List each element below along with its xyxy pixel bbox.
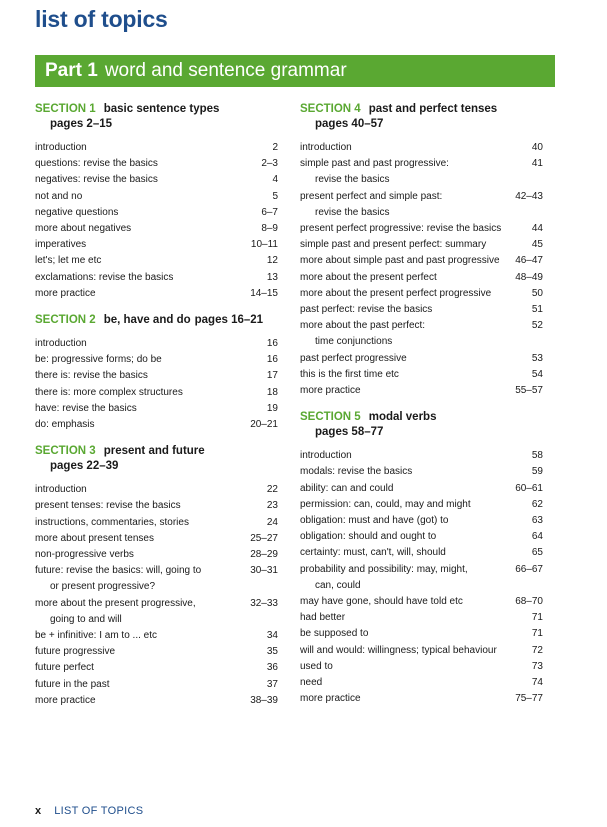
topic-row [300, 481, 543, 497]
topic-row [35, 644, 278, 660]
left-column [35, 102, 278, 709]
topic-label: be + infinitive: I am to ... etc [35, 630, 158, 642]
topic-label: past perfect: revise the basics [300, 304, 433, 316]
topic-label: modals: revise the basics [300, 466, 413, 478]
topic-label: more about the present perfect progressive [300, 287, 492, 299]
topic-page: 6–7 [261, 206, 278, 218]
topic-page: 48–49 [515, 271, 543, 283]
topic-label: more about negatives [35, 223, 132, 235]
topic-row [300, 675, 543, 691]
topic-page: 35 [266, 646, 278, 658]
topic-label: introduction [300, 450, 352, 462]
topic-row [300, 253, 543, 269]
topic-row [300, 189, 543, 205]
section-heading [35, 444, 278, 474]
section-gap [35, 132, 278, 140]
topic-page: 23 [266, 500, 278, 512]
topic-page: 2 [272, 142, 278, 153]
section-label: SECTION 5 [300, 411, 361, 424]
topic-label: present perfect and simple past: [300, 190, 443, 202]
topic-row [35, 401, 278, 417]
topic-page: 71 [531, 612, 543, 624]
topic-row [35, 221, 278, 237]
topic-label: non-progressive verbs [35, 549, 134, 561]
topic-label: will and would: willingness; typical behaviour [300, 644, 497, 656]
section-heading [300, 410, 543, 440]
topic-label: more about the present progressive, [35, 597, 196, 609]
topic-page: 14–15 [250, 287, 278, 299]
topic-page: 12 [266, 255, 278, 267]
topic-page: 59 [531, 466, 543, 478]
topic-page: 63 [531, 515, 543, 527]
section [35, 444, 278, 709]
topic-row [300, 594, 543, 610]
topic-page: 66–67 [515, 563, 543, 575]
section [35, 102, 278, 302]
topic-label: ability: can and could [300, 482, 394, 494]
section-spacer [300, 399, 543, 410]
section-spacer [35, 433, 278, 444]
topic-row [35, 612, 278, 628]
topic-label: had better [300, 612, 346, 624]
topic-label: more about the present perfect [300, 271, 437, 283]
topic-label: certainty: must, can't, will, should [300, 547, 446, 559]
topic-row [300, 221, 543, 237]
topic-label: future: revise the basics: will, going to [35, 565, 202, 577]
topic-page: 22 [266, 484, 278, 496]
topic-label: revise the basics [315, 174, 390, 186]
topic-row [35, 156, 278, 172]
topic-row [300, 156, 543, 172]
topic-row [35, 579, 278, 595]
topic-row [300, 562, 543, 578]
topic-row [35, 498, 278, 514]
topic-row [35, 677, 278, 693]
topic-label: permission: can, could, may and might [300, 498, 471, 510]
topic-label: introduction [300, 142, 352, 153]
topic-row [300, 286, 543, 302]
topic-row [300, 545, 543, 561]
section-label: SECTION 3 [35, 445, 96, 458]
section-gap [300, 440, 543, 448]
section-gap [300, 132, 543, 140]
topic-row [35, 270, 278, 286]
topic-row [35, 385, 278, 401]
topic-label: simple past and present perfect: summary [300, 239, 487, 251]
topic-label: do: emphasis [35, 419, 95, 431]
topic-page: 50 [531, 287, 543, 299]
topic-label: there is: more complex structures [35, 386, 183, 398]
topic-page: 10–11 [250, 239, 278, 251]
topic-label: more about the past perfect: [300, 320, 426, 332]
topic-page: 41 [531, 158, 543, 170]
topic-label: not and no [35, 190, 83, 202]
topic-page: 73 [531, 660, 543, 672]
topic-label: used to [300, 660, 333, 672]
topic-row [35, 660, 278, 676]
topic-label: have: revise the basics [35, 402, 137, 414]
topic-page: 44 [531, 223, 543, 235]
topic-page: 40 [531, 142, 543, 153]
topic-row [35, 140, 278, 156]
topic-label: future perfect [35, 662, 94, 674]
topic-label: there is: revise the basics [35, 370, 148, 382]
topic-label: let's; let me etc [35, 255, 102, 267]
topic-row [35, 531, 278, 547]
part-title: word and sentence grammar [104, 60, 347, 81]
topic-label: more practice [35, 287, 96, 299]
topic-row [35, 189, 278, 205]
topic-label: be: progressive forms; do be [35, 354, 162, 366]
section-title: present and future [103, 445, 205, 458]
topic-row [35, 596, 278, 612]
section [300, 410, 543, 707]
topic-row [300, 497, 543, 513]
topic-page: 72 [531, 644, 543, 656]
topic-page: 54 [531, 368, 543, 380]
topic-page: 4 [272, 174, 278, 186]
topic-label: probability and possibility: may, might, [300, 563, 468, 575]
topic-row [35, 336, 278, 352]
topic-page: 55–57 [515, 385, 543, 397]
section-title: modal verbs [368, 411, 437, 424]
topic-label: past perfect progressive [300, 352, 407, 364]
topic-row [300, 383, 543, 399]
part-banner [35, 55, 555, 87]
topic-label: introduction [35, 484, 87, 496]
section-gap [35, 328, 278, 336]
topic-row [300, 334, 543, 350]
topic-label: instructions, commentaries, stories [35, 516, 189, 528]
topic-row [300, 513, 543, 529]
section-label: SECTION 2 [35, 314, 96, 327]
topic-page: 65 [531, 547, 543, 559]
topic-label: can, could [315, 579, 361, 591]
topic-label: going to and will [50, 613, 122, 625]
topic-label: obligation: should and ought to [300, 531, 437, 543]
section-pages: pages 16–21 [194, 314, 264, 327]
topic-page: 34 [266, 630, 278, 642]
section-heading [35, 102, 278, 132]
topic-label: time conjunctions [315, 336, 393, 348]
topic-label: more practice [35, 694, 96, 706]
topic-label: negatives: revise the basics [35, 174, 158, 186]
topic-page: 60–61 [515, 482, 543, 494]
section-label: SECTION 4 [300, 103, 361, 115]
topic-page: 18 [266, 386, 278, 398]
topic-row [300, 367, 543, 383]
section-title: be, have and do [103, 314, 191, 327]
topic-page: 19 [266, 402, 278, 414]
topic-row [35, 172, 278, 188]
topic-page: 20–21 [250, 419, 278, 431]
topic-row [35, 417, 278, 433]
topic-row [300, 448, 543, 464]
topic-row [35, 515, 278, 531]
topic-page: 25–27 [250, 532, 278, 544]
topic-row [300, 351, 543, 367]
topic-label: more about simple past and past progressive [300, 255, 500, 267]
topic-label: or present progressive? [50, 581, 156, 593]
right-column [300, 102, 543, 708]
topic-page: 64 [531, 531, 543, 543]
section-heading [300, 102, 543, 132]
topic-page: 38–39 [250, 694, 278, 706]
topic-row [35, 286, 278, 302]
topic-row [35, 352, 278, 368]
topic-label: more practice [300, 693, 361, 705]
section [35, 313, 278, 433]
topic-row [35, 482, 278, 498]
part-number: Part 1 [45, 60, 98, 81]
topic-page: 75–77 [515, 693, 543, 705]
topic-label: more about present tenses [35, 532, 154, 544]
topic-label: future in the past [35, 678, 110, 690]
topic-page: 52 [531, 320, 543, 332]
topic-row [300, 237, 543, 253]
topic-page: 30–31 [250, 565, 278, 577]
section-gap [35, 474, 278, 482]
section-title: past and perfect tenses [368, 103, 498, 115]
topic-label: introduction [35, 338, 87, 350]
topic-page: 51 [531, 304, 543, 316]
topic-page: 53 [531, 352, 543, 364]
page-footer [35, 805, 143, 817]
section-title: basic sentence types [103, 103, 220, 115]
topic-row [300, 464, 543, 480]
topic-page: 68–70 [515, 596, 543, 608]
topic-row [35, 693, 278, 709]
section-pages: pages 58–77 [315, 426, 384, 439]
topic-label: need [300, 677, 323, 689]
topic-page: 74 [531, 677, 543, 689]
topic-page: 37 [266, 678, 278, 690]
section-heading [35, 313, 278, 328]
topic-label: present perfect progressive: revise the basics [300, 223, 502, 235]
topic-page: 8–9 [261, 223, 278, 235]
topic-row [300, 140, 543, 156]
footer-title: LIST OF TOPICS [54, 805, 144, 817]
topic-label: may have gone, should have told etc [300, 596, 463, 608]
section-pages: pages 22–39 [50, 460, 119, 473]
topic-label: revise the basics [315, 206, 390, 218]
topic-page: 36 [266, 662, 278, 674]
topic-page: 16 [266, 354, 278, 366]
topic-page: 32–33 [250, 597, 278, 609]
section-spacer [35, 302, 278, 313]
topic-label: negative questions [35, 206, 119, 218]
section-pages: pages 2–15 [50, 118, 113, 130]
topic-row [300, 270, 543, 286]
topic-page: 58 [531, 450, 543, 462]
topic-row [300, 659, 543, 675]
topic-label: future progressive [35, 646, 116, 658]
topic-label: exclamations: revise the basics [35, 271, 174, 283]
topic-row [35, 563, 278, 579]
topic-page: 2–3 [261, 158, 278, 170]
topic-row [35, 205, 278, 221]
topic-label: obligation: must and have (got) to [300, 515, 449, 527]
topic-label: be supposed to [300, 628, 369, 640]
topic-page: 42–43 [515, 190, 543, 202]
topic-label: more practice [300, 385, 361, 397]
topic-row [35, 368, 278, 384]
topic-page: 5 [272, 190, 278, 202]
topic-row [300, 610, 543, 626]
topic-row [35, 628, 278, 644]
section [300, 102, 543, 399]
section-label: SECTION 1 [35, 103, 96, 115]
topic-row [300, 626, 543, 642]
topic-label: present tenses: revise the basics [35, 500, 181, 512]
page-number: x [35, 805, 42, 817]
topic-page: 16 [266, 338, 278, 350]
topic-row [300, 302, 543, 318]
topic-page: 46–47 [515, 255, 543, 267]
topic-row [300, 172, 543, 188]
topic-row [35, 237, 278, 253]
topic-row [300, 578, 543, 594]
topic-row [35, 547, 278, 563]
page-title: list of topics [35, 6, 168, 32]
topic-page: 71 [531, 628, 543, 640]
topic-row [300, 643, 543, 659]
topic-page: 24 [266, 516, 278, 528]
topic-row [300, 529, 543, 545]
topic-label: introduction [35, 142, 87, 153]
topic-page: 45 [531, 239, 543, 251]
topic-label: questions: revise the basics [35, 158, 158, 170]
topic-label: imperatives [35, 239, 87, 251]
topic-page: 13 [266, 271, 278, 283]
topic-page: 62 [531, 498, 543, 510]
topic-row [35, 253, 278, 269]
topic-row [300, 691, 543, 707]
topic-page: 17 [266, 370, 278, 382]
section-pages: pages 40–57 [315, 118, 384, 130]
topic-page: 28–29 [250, 549, 278, 561]
topic-row [300, 205, 543, 221]
topic-row [300, 318, 543, 334]
topic-label: simple past and past progressive: [300, 158, 449, 170]
topic-label: this is the first time etc [300, 368, 399, 380]
